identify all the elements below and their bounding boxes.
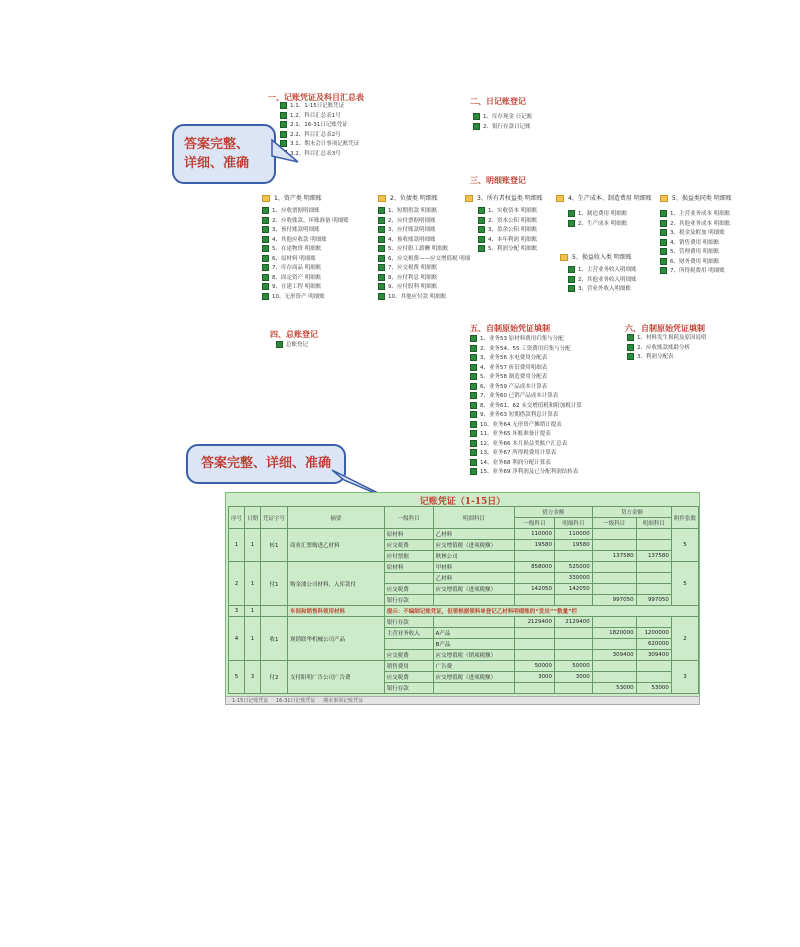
cell[interactable] xyxy=(555,683,593,694)
excel-file-icon xyxy=(660,258,667,265)
folder-loss[interactable]: 5、损益类同类 明细账 xyxy=(660,193,732,202)
file-item[interactable]: 3、利润分配表 xyxy=(627,353,707,363)
note-cell[interactable]: 提示：不编制记账凭证，但要根据领料单登记乙材料明细账的“发出”“数量”栏 xyxy=(384,606,698,617)
cell[interactable]: 销售费用 xyxy=(384,661,433,672)
cell[interactable]: 应交增值税（进项税额） xyxy=(433,584,514,595)
cell[interactable]: 应交增值税（进项税额） xyxy=(433,540,514,551)
table-row xyxy=(229,606,699,617)
file-item[interactable]: 3、业务56 水电费用分配表 xyxy=(470,354,582,364)
excel-file-icon xyxy=(280,131,287,138)
cell[interactable]: 原材料 xyxy=(384,529,433,540)
cell[interactable]: 110000 xyxy=(515,529,555,540)
excel-file-icon xyxy=(470,383,477,390)
file-item[interactable]: 7、所得税费用 明细账 xyxy=(660,267,730,277)
cell[interactable]: 858000 xyxy=(515,562,555,573)
col-header[interactable]: 贷方金额 xyxy=(592,507,671,518)
excel-file-icon xyxy=(568,285,575,292)
cell[interactable]: 银行存款 xyxy=(384,617,433,628)
excel-file-icon xyxy=(262,264,269,271)
file-item[interactable]: 7、应交税费 明细账 xyxy=(378,264,470,274)
file-item[interactable]: 2、银行存款日记账 xyxy=(473,123,532,133)
cell[interactable]: 应交税费 xyxy=(384,540,433,551)
file-item[interactable]: 2、其他业务收入明细账 xyxy=(568,276,637,286)
cell[interactable]: 2129400 xyxy=(515,617,555,628)
cell[interactable]: 银行存款 xyxy=(384,683,433,694)
section4-file-list xyxy=(276,341,308,351)
file-item[interactable]: 1、实收资本 明细账 xyxy=(478,207,537,217)
answer-callout-2: 答案完整、详细、准确 xyxy=(186,444,346,484)
cell[interactable]: 应交税费 xyxy=(384,584,433,595)
file-item[interactable]: 1、业务53 原材料费用归集与分配 xyxy=(470,335,582,345)
excel-file-icon xyxy=(568,276,575,283)
cell[interactable]: 应交税费 xyxy=(384,672,433,683)
cell[interactable]: 广告费 xyxy=(433,661,514,672)
file-item[interactable]: 1、材料发生损耗及原因说明 xyxy=(627,334,707,344)
cell[interactable] xyxy=(636,672,671,683)
excel-file-icon xyxy=(470,364,477,371)
cell[interactable]: B产品 xyxy=(433,639,514,650)
file-item[interactable]: 13、业务67 所得税费用计算表 xyxy=(470,449,582,459)
section5-file-list xyxy=(470,335,582,478)
cell[interactable]: 主营业务收入 xyxy=(384,628,433,639)
file-item[interactable]: 10、无形资产 明细账 xyxy=(262,293,349,303)
file-item[interactable]: 2、其他业务成本 明细账 xyxy=(660,220,730,230)
col-header[interactable]: 日期 xyxy=(245,507,261,529)
file-item[interactable]: 1、应收票据明细账 xyxy=(262,207,349,217)
cell[interactable] xyxy=(515,639,555,650)
file-item[interactable]: 9、应付股利 明细账 xyxy=(378,283,470,293)
cell[interactable] xyxy=(384,639,433,650)
cell[interactable]: 997050 xyxy=(636,595,671,606)
excel-file-icon xyxy=(627,353,634,360)
file-item[interactable]: 1、库存现金 日记账 xyxy=(473,113,532,123)
cell[interactable] xyxy=(555,650,593,661)
equity-file-list xyxy=(478,207,537,255)
file-item[interactable]: 2.1、16-31日记账凭证 xyxy=(280,121,359,131)
loss-file-list xyxy=(660,210,730,277)
excel-file-icon xyxy=(478,226,485,233)
cell[interactable] xyxy=(515,551,555,562)
cell[interactable]: 甲材料 xyxy=(433,562,514,573)
excel-file-icon xyxy=(470,411,477,418)
folder-liability[interactable]: 2、负债类 明细账 xyxy=(378,193,438,202)
cell[interactable]: 应交增值税（销项税额） xyxy=(433,650,514,661)
cell[interactable] xyxy=(261,606,288,617)
col-header[interactable]: 附件张数 xyxy=(671,507,698,529)
cell[interactable] xyxy=(515,595,555,606)
file-item[interactable]: 2、业务54、55 工资费用归集与分配 xyxy=(470,345,582,355)
excel-file-icon xyxy=(378,264,385,271)
excel-file-icon xyxy=(568,220,575,227)
file-item[interactable]: 5、管理费用 明细账 xyxy=(660,248,730,258)
col-header[interactable]: 序号 xyxy=(229,507,245,529)
excel-file-icon xyxy=(470,373,477,380)
cell[interactable] xyxy=(515,683,555,694)
section2-title: 二、日记账登记 xyxy=(470,96,526,106)
file-item[interactable]: 5、应付职工薪酬 明细账 xyxy=(378,245,470,255)
cell[interactable]: 1 xyxy=(245,606,261,617)
cell[interactable]: 3 xyxy=(671,661,698,694)
excel-file-icon xyxy=(262,217,269,224)
cell[interactable] xyxy=(592,584,636,595)
col-subheader[interactable]: 一级科目 xyxy=(592,518,636,529)
file-item[interactable]: 10、其他应付款 明细账 xyxy=(378,293,470,303)
excel-file-icon xyxy=(660,239,667,246)
file-item[interactable]: 8、应付利息 明细账 xyxy=(378,274,470,284)
cell[interactable] xyxy=(515,573,555,584)
col-subheader[interactable]: 明细科目 xyxy=(636,518,671,529)
folder-icon xyxy=(465,195,473,202)
cell[interactable]: 原材料 xyxy=(384,562,433,573)
cell[interactable]: 应交增值税（进项税额） xyxy=(433,672,514,683)
cell[interactable]: 2 xyxy=(671,617,698,661)
cell[interactable]: 110000 xyxy=(555,529,593,540)
folder-asset[interactable]: 1、资产类 明细账 xyxy=(262,193,322,202)
excel-file-icon xyxy=(473,113,480,120)
cell[interactable]: 2 xyxy=(229,562,245,606)
liability-file-list xyxy=(378,207,470,302)
excel-file-icon xyxy=(262,226,269,233)
cell[interactable]: 142050 xyxy=(555,584,593,595)
cell[interactable] xyxy=(555,628,593,639)
table-row xyxy=(229,661,699,672)
excel-file-icon xyxy=(262,236,269,243)
cell[interactable]: 53000 xyxy=(636,683,671,694)
excel-file-icon xyxy=(378,293,385,300)
cell[interactable]: 1 xyxy=(229,529,245,562)
table-header-row xyxy=(229,507,699,518)
file-item[interactable]: 4、销售费用 明细账 xyxy=(660,239,730,249)
file-item[interactable]: 7、业务60 已销产品成本计算表 xyxy=(470,392,582,402)
answer-callout: 答案完整、 详细、准确 xyxy=(172,124,276,184)
excel-file-icon xyxy=(470,392,477,399)
cell[interactable]: 付2 xyxy=(261,661,288,694)
file-item[interactable]: 2.2、科目汇总表2号 xyxy=(280,131,359,141)
excel-file-icon xyxy=(470,468,477,475)
excel-file-icon xyxy=(473,123,480,130)
excel-file-icon xyxy=(568,266,575,273)
cell[interactable] xyxy=(433,683,514,694)
sheet-tab[interactable]: 16-31日记账凭证 xyxy=(275,698,316,704)
file-item[interactable]: 6、应交税费——应交增值税 明细 xyxy=(378,255,470,265)
folder-equity[interactable]: 3、所有者权益类 明细账 xyxy=(465,193,543,202)
file-item[interactable]: 3、税金及附加 明细账 xyxy=(660,229,730,239)
excel-file-icon xyxy=(378,236,385,243)
section2-file-list xyxy=(473,113,532,132)
col-header[interactable]: 借方金额 xyxy=(515,507,593,518)
cell[interactable]: 50000 xyxy=(555,661,593,672)
section5-title: 五、自制原始凭证填制 xyxy=(470,323,550,333)
cell[interactable] xyxy=(592,672,636,683)
section4-title: 四、总账登记 xyxy=(270,329,318,339)
excel-file-icon xyxy=(378,274,385,281)
cell[interactable]: 997050 xyxy=(592,595,636,606)
excel-file-icon xyxy=(470,449,477,456)
file-item[interactable]: 6、财务费用 明细账 xyxy=(660,258,730,268)
excel-file-icon xyxy=(470,421,477,428)
excel-file-icon xyxy=(470,430,477,437)
cell[interactable]: 309400 xyxy=(636,650,671,661)
folder-icon xyxy=(560,254,568,261)
sheet-tab-bar xyxy=(225,696,700,705)
sheet-tab[interactable]: 1-15日记账凭证 xyxy=(232,698,269,704)
cell[interactable] xyxy=(384,573,433,584)
voucher-table xyxy=(228,506,699,694)
cell[interactable]: 5 xyxy=(671,529,698,562)
file-item[interactable]: 4、其他应收款 明细账 xyxy=(262,236,349,246)
file-item[interactable]: 6、业务59 产品成本计算表 xyxy=(470,383,582,393)
cell[interactable]: 3000 xyxy=(555,672,593,683)
file-item[interactable]: 2、应付票据明细账 xyxy=(378,217,470,227)
file-item[interactable]: 1、主营业务收入明细账 xyxy=(568,266,637,276)
cell[interactable] xyxy=(592,540,636,551)
cell[interactable]: 秋林公司 xyxy=(433,551,514,562)
excel-file-icon xyxy=(478,245,485,252)
folder-icon xyxy=(556,195,564,202)
cell[interactable]: 1 xyxy=(245,617,261,661)
cell[interactable] xyxy=(592,562,636,573)
cell[interactable] xyxy=(433,617,514,628)
cell[interactable] xyxy=(636,529,671,540)
file-item[interactable]: 3、营业外收入明细账 xyxy=(568,285,637,295)
cell[interactable] xyxy=(592,661,636,672)
col-header[interactable]: 摘要 xyxy=(288,507,385,529)
cell[interactable] xyxy=(515,628,555,639)
cell[interactable]: 330000 xyxy=(555,573,593,584)
excel-file-icon xyxy=(378,226,385,233)
folder-cost[interactable]: 4、生产成本、制造费用 明细账 xyxy=(556,193,652,202)
cell[interactable]: 3 xyxy=(245,661,261,694)
col-subheader[interactable]: 明细科目 xyxy=(555,518,593,529)
folder-icon xyxy=(378,195,386,202)
file-item[interactable]: 3、预付账款明细账 xyxy=(262,226,349,236)
section6-title: 六、自制原始凭证填制 xyxy=(625,323,705,333)
col-header[interactable]: 一级科目 xyxy=(384,507,433,529)
cell[interactable]: 乙材料 xyxy=(433,573,514,584)
file-item[interactable]: 2、生产成本 明细账 xyxy=(568,220,627,230)
file-item[interactable]: 11、业务65 坏账准备计提表 xyxy=(470,430,582,440)
cell[interactable]: 乙材料 xyxy=(433,529,514,540)
cell[interactable]: 应付票据 xyxy=(384,551,433,562)
cell[interactable]: 525000 xyxy=(555,562,593,573)
cell[interactable] xyxy=(636,562,671,573)
file-item[interactable]: 8、业务61、62 未交增值税和附加税计算 xyxy=(470,402,582,412)
cell[interactable]: 付1 xyxy=(261,562,288,606)
cell[interactable] xyxy=(636,584,671,595)
cell[interactable] xyxy=(592,617,636,628)
excel-file-icon xyxy=(262,274,269,281)
cell[interactable]: 309400 xyxy=(592,650,636,661)
folder-icon xyxy=(262,195,270,202)
cell[interactable] xyxy=(555,595,593,606)
folder-icon xyxy=(660,195,668,202)
cell[interactable] xyxy=(592,529,636,540)
file-item[interactable]: 9、在建工程 明细账 xyxy=(262,283,349,293)
cell[interactable] xyxy=(515,650,555,661)
cell[interactable]: 1820000 xyxy=(592,628,636,639)
excel-file-icon xyxy=(660,229,667,236)
excel-file-icon xyxy=(470,440,477,447)
cell[interactable]: 3 xyxy=(229,606,245,617)
cell[interactable]: 50000 xyxy=(515,661,555,672)
cell[interactable]: 支付阳明广告公司广告费 xyxy=(288,661,385,694)
callout-pointer xyxy=(270,138,300,168)
cell[interactable]: 137580 xyxy=(636,551,671,562)
cell[interactable]: 转1 xyxy=(261,529,288,562)
file-item[interactable]: 7、库存商品 明细账 xyxy=(262,264,349,274)
file-item[interactable]: 5、业务58 制造费用分配表 xyxy=(470,373,582,383)
cell[interactable]: 19580 xyxy=(515,540,555,551)
excel-file-icon xyxy=(478,207,485,214)
excel-file-icon xyxy=(470,402,477,409)
file-item[interactable]: 10、业务64 无形资产摊销计提表 xyxy=(470,421,582,431)
file-item[interactable]: 2、资本公积 明细账 xyxy=(478,217,537,227)
file-item[interactable]: 8、固定资产 明细账 xyxy=(262,274,349,284)
cell[interactable]: 收1 xyxy=(261,617,288,661)
file-item[interactable]: 2、应收账款账龄分析 xyxy=(627,344,707,354)
excel-file-icon xyxy=(280,121,287,128)
voucher-spreadsheet xyxy=(225,492,700,705)
cost-file-list xyxy=(568,210,627,229)
table-row xyxy=(229,617,699,628)
file-item[interactable]: 1.2、科目汇总表1号 xyxy=(280,112,359,122)
file-item[interactable]: 5、利润分配 明细账 xyxy=(478,245,537,255)
excel-file-icon xyxy=(378,217,385,224)
file-item[interactable]: 3.1、期末会计事项记账凭证 xyxy=(280,140,359,150)
cell[interactable] xyxy=(592,573,636,584)
excel-file-icon xyxy=(470,354,477,361)
file-item[interactable]: 3.2、科目汇总表3号 xyxy=(280,150,359,160)
cell[interactable]: 现销联华机械公司产品 xyxy=(288,617,385,661)
sheet-tab[interactable]: 期末事项记账凭证 xyxy=(323,698,364,704)
cell[interactable]: 商业汇票购进乙材料 xyxy=(288,529,385,562)
cell[interactable] xyxy=(636,661,671,672)
file-item[interactable]: 1、短期借款 明细账 xyxy=(378,207,470,217)
col-header[interactable]: 明细科目 xyxy=(433,507,514,529)
excel-file-icon xyxy=(568,210,575,217)
cell[interactable]: 1 xyxy=(245,529,261,562)
section3-title: 三、明细账登记 xyxy=(470,175,526,185)
excel-file-icon xyxy=(378,207,385,214)
excel-file-icon xyxy=(262,245,269,252)
cell[interactable] xyxy=(433,595,514,606)
cell[interactable]: A产品 xyxy=(433,628,514,639)
excel-file-icon xyxy=(262,255,269,262)
cell[interactable]: 5 xyxy=(229,661,245,694)
asset-file-list xyxy=(262,207,349,302)
section6-file-list xyxy=(627,334,707,363)
file-item[interactable]: 9、业务63 短期借款利息计算表 xyxy=(470,411,582,421)
folder-income[interactable]: 5、损益收入类 明细账 xyxy=(560,252,632,261)
excel-file-icon xyxy=(660,267,667,274)
col-header[interactable]: 凭证字号 xyxy=(261,507,288,529)
excel-file-icon xyxy=(276,341,283,348)
excel-file-icon xyxy=(478,217,485,224)
cell[interactable]: 4 xyxy=(229,617,245,661)
cell[interactable]: 银行存款 xyxy=(384,595,433,606)
cell[interactable]: 2129400 xyxy=(555,617,593,628)
cell[interactable]: 137580 xyxy=(592,551,636,562)
cell[interactable]: 3000 xyxy=(515,672,555,683)
file-item[interactable]: 6、原材料 明细账 xyxy=(262,255,349,265)
excel-file-icon xyxy=(660,220,667,227)
file-item[interactable]: 1、主营业务成本 明细账 xyxy=(660,210,730,220)
file-item[interactable]: 4、业务57 折旧费用明细表 xyxy=(470,364,582,374)
cell[interactable] xyxy=(555,639,593,650)
file-item[interactable]: 3、盈余公积 明细账 xyxy=(478,226,537,236)
file-item[interactable]: 15、业务69 净利润及已分配利润结转表 xyxy=(470,468,582,478)
cell[interactable]: 1200000 xyxy=(636,628,671,639)
table-row xyxy=(229,529,699,540)
file-item[interactable]: 4、预收账款明细账 xyxy=(378,236,470,246)
file-item[interactable]: 14、业务68 利润分配计算表 xyxy=(470,459,582,469)
excel-file-icon xyxy=(660,210,667,217)
file-item[interactable]: 1、制造费用 明细账 xyxy=(568,210,627,220)
excel-file-icon xyxy=(280,102,287,109)
excel-file-icon xyxy=(470,335,477,342)
cell[interactable] xyxy=(636,540,671,551)
section1-title: 一、记账凭证及科目汇总表 xyxy=(268,92,364,102)
col-subheader[interactable]: 一级科目 xyxy=(515,518,555,529)
cell[interactable] xyxy=(636,573,671,584)
excel-file-icon xyxy=(470,459,477,466)
file-item[interactable]: 总账登记 xyxy=(276,341,308,351)
file-item[interactable]: 1.1、1-15日记账凭证 xyxy=(280,102,359,112)
cell[interactable]: 1 xyxy=(245,562,261,606)
sheet-title: 记账凭证（1-15日） xyxy=(419,497,506,507)
file-item[interactable]: 5、在途物资 明细账 xyxy=(262,245,349,255)
excel-file-icon xyxy=(660,248,667,255)
file-item[interactable]: 2、应收账款、坏账准备 明细账 xyxy=(262,217,349,227)
cell[interactable]: 53000 xyxy=(592,683,636,694)
excel-file-icon xyxy=(262,207,269,214)
excel-file-icon xyxy=(280,112,287,119)
excel-file-icon xyxy=(470,345,477,352)
cell[interactable]: 应交税费 xyxy=(384,650,433,661)
cell[interactable] xyxy=(636,617,671,628)
cell[interactable]: 620000 xyxy=(636,639,671,650)
file-item[interactable]: 4、本年利润 明细账 xyxy=(478,236,537,246)
excel-file-icon xyxy=(378,255,385,262)
cell[interactable] xyxy=(592,639,636,650)
excel-file-icon xyxy=(378,245,385,252)
file-item[interactable]: 3、应付账款明细账 xyxy=(378,226,470,236)
cell[interactable]: 购金浦公司材料，入库款付 xyxy=(288,562,385,606)
cell[interactable]: 142050 xyxy=(515,584,555,595)
excel-file-icon xyxy=(627,344,634,351)
excel-file-icon xyxy=(478,236,485,243)
cell[interactable]: 车间和销售科领用材料 xyxy=(288,606,385,617)
cell[interactable]: 19580 xyxy=(555,540,593,551)
cell[interactable]: 5 xyxy=(671,562,698,606)
income-file-list xyxy=(568,266,637,295)
table-row xyxy=(229,562,699,573)
excel-file-icon xyxy=(262,283,269,290)
excel-file-icon xyxy=(627,334,634,341)
cell[interactable] xyxy=(555,551,593,562)
file-item[interactable]: 12、业务66 本月损益类账户汇总表 xyxy=(470,440,582,450)
excel-file-icon xyxy=(378,283,385,290)
excel-file-icon xyxy=(262,293,269,300)
